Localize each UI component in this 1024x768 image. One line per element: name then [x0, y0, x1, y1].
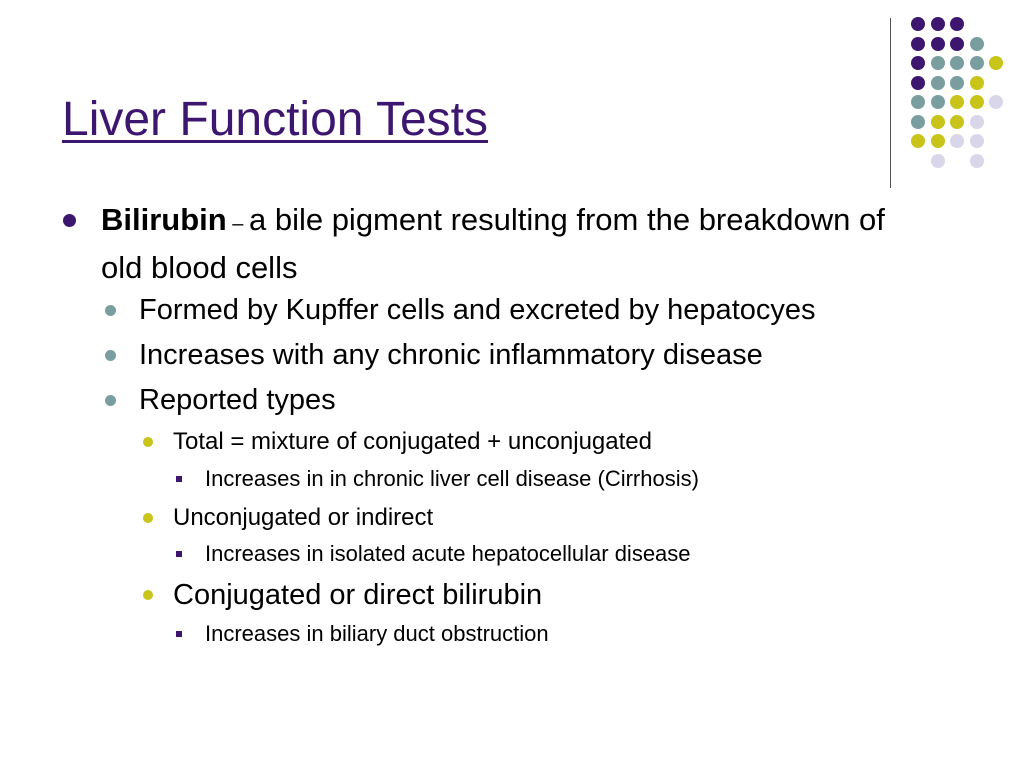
bullet-text: Total = mixture of conjugated + unconjugated [173, 428, 652, 455]
decorative-dot [931, 95, 945, 109]
bullet-dot-icon [105, 395, 116, 406]
decorative-dot [950, 37, 964, 51]
decorative-dot [931, 154, 945, 168]
decorative-dot [970, 76, 984, 90]
decorative-dot [989, 56, 1003, 70]
decorative-dot [911, 115, 925, 129]
bullet-text: Conjugated or direct bilirubin [173, 579, 543, 611]
bullet-level3 [173, 502, 433, 534]
bullet-term: Bilirubin [101, 202, 227, 237]
decorative-dot [950, 115, 964, 129]
slide-title: Liver Function Tests [62, 93, 488, 146]
decorative-dot [950, 56, 964, 70]
bullet-square-icon [176, 476, 182, 482]
bullet-text: Increases in in chronic liver cell disease (Cirrhosis) [205, 466, 699, 491]
bullet-dot-icon [63, 214, 76, 227]
bullet-text: Increases with any chronic inflammatory disease [139, 339, 763, 371]
bullet-level3 [173, 577, 542, 613]
decorative-dot [970, 37, 984, 51]
bullet-dash: – [226, 213, 249, 235]
decorative-dot [970, 134, 984, 148]
bullet-square-icon [176, 631, 182, 637]
bullet-text: Unconjugated or indirect [173, 504, 434, 531]
bullet-dot-icon [143, 437, 153, 447]
decorative-dot [950, 95, 964, 109]
bullet-level3 [173, 426, 652, 458]
decorative-dot [950, 134, 964, 148]
decorative-dot [911, 56, 925, 70]
bullet-square-icon [176, 551, 182, 557]
decorative-dot [931, 134, 945, 148]
decorative-dot [931, 17, 945, 31]
decorative-dot [911, 76, 925, 90]
bullet-dot-icon [105, 350, 116, 361]
bullet-level2 [139, 337, 763, 373]
decorative-dot [950, 76, 964, 90]
decorative-dot [970, 95, 984, 109]
bullet-text: Reported types [139, 384, 336, 416]
decorative-dot-grid [0, 0, 1024, 200]
decorative-dot [911, 37, 925, 51]
decorative-dot [931, 76, 945, 90]
decorative-dot [911, 95, 925, 109]
bullet-dot-icon [105, 305, 116, 316]
decorative-dot [970, 154, 984, 168]
decorative-dot [931, 56, 945, 70]
bullet-text: Increases in biliary duct obstruction [205, 621, 549, 646]
decorative-dot [950, 17, 964, 31]
decorative-dot [931, 37, 945, 51]
decorative-dot [911, 17, 925, 31]
bullet-level4 [205, 540, 691, 568]
decorative-dot [911, 134, 925, 148]
bullet-level2 [139, 292, 816, 328]
decorative-dot [989, 95, 1003, 109]
bullet-dot-icon [143, 513, 153, 523]
bullet-dot-icon [143, 590, 153, 600]
bullet-text: Formed by Kupffer cells and excreted by hepatocyes [139, 294, 816, 326]
decorative-dot [970, 56, 984, 70]
bullet-text: a bile pigment resulting from the breakdown of old blood cells [101, 202, 885, 285]
bullet-level2 [139, 382, 336, 418]
bullet-level4 [205, 620, 549, 648]
bullet-level1 [101, 198, 901, 290]
bullet-level4 [205, 465, 699, 493]
decorative-dot [931, 115, 945, 129]
bullet-text: Increases in isolated acute hepatocellular disease [205, 541, 691, 566]
decorative-dot [970, 115, 984, 129]
